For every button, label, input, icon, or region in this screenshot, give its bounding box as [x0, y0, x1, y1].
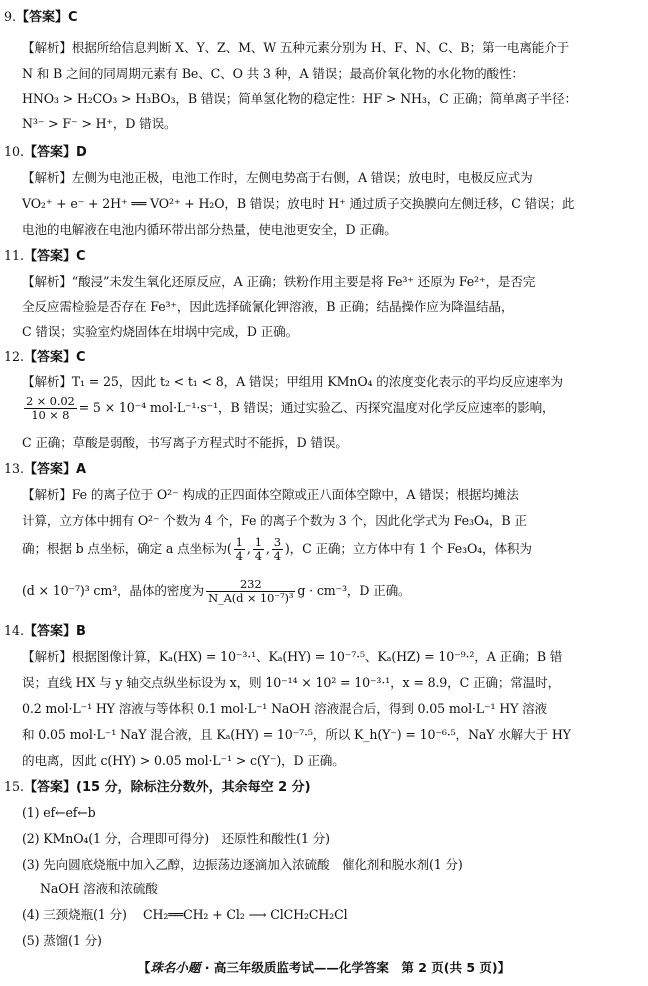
- q10-header: 10.【答案】D: [4, 144, 87, 160]
- brand-logo: 珠名小题: [150, 960, 201, 975]
- q10-line-3: 电池的电解液在电池内循环带出部分热量，使电池更安全，D 正确。: [22, 222, 397, 237]
- q14-line-3: 0.2 mol·L⁻¹ HY 溶液与等体积 0.1 mol·L⁻¹ NaOH 溶液混合后，得到 0.05 mol·L⁻¹ HY 溶液: [22, 701, 548, 716]
- coord-z: $\frac{3}{4}$: [273, 535, 281, 563]
- q13-header: 13.【答案】A: [4, 461, 87, 477]
- coord-x: $\frac{1}{4}$: [235, 535, 243, 563]
- q11-line-3: C 错误；实验室灼烧固体在坩埚中完成，D 正确。: [22, 324, 299, 339]
- q9-line-1: 【解析】根据所给信息判断 X、Y、Z、M、W 五种元素分别为 H、F、N、C、B；第一电离能介于: [22, 40, 570, 55]
- q9-line-2: N 和 B 之间的同周期元素有 Be、C、O 共 3 种，A 错误；最高价氧化物的水化物的酸性：: [22, 66, 524, 81]
- q13-line-3: 确；根据 b 点坐标，确定 a 点坐标为( $\frac{1}{4}$ , $\frac{1}{4}$ , $\frac{3}{4}$ )，C 正确；立方体中有 1 个 Fe₃O₄，体积为: [22, 535, 532, 563]
- q9-header: 9.【答案】C: [4, 9, 78, 25]
- q15-sub-5: (5) 蒸馏(1 分): [22, 933, 102, 948]
- density-fraction: $\frac{232}{\text{N\_A(d × 10⁻⁷)³}}$: [208, 577, 294, 605]
- q12-line-1: 【解析】T₁ = 25，因此 t₂ < t₁ < 8，A 错误；甲组用 KMnO₄ 的浓度变化表示的平均反应速率为: [22, 374, 563, 389]
- q15-sub-2: (2) KMnO₄(1 分，合理即可得分) 还原性和酸性(1 分): [22, 831, 330, 846]
- q15-sub-3b: NaOH 溶液和浓硫酸: [40, 881, 158, 896]
- q10-line-2: VO₂⁺ + e⁻ + 2H⁺ ══ VO²⁺ + H₂O，B 错误；放电时 H⁺ 通过质子交换膜向左侧迁移，C 错误；此: [22, 196, 575, 211]
- q9-line-4: N³⁻ > F⁻ > H⁺，D 错误。: [22, 116, 177, 131]
- q11-line-1: 【解析】“酸浸”未发生氧化还原反应，A 正确；铁粉作用主要是将 Fe³⁺ 还原为 Fe²⁺，是否完: [22, 274, 536, 289]
- q14-line-5: 的电离，因此 c(HY) > 0.05 mol·L⁻¹ > c(Y⁻)，D 正确。: [22, 753, 345, 768]
- rate-fraction: $\frac{2 \times 0.02}{10 \times 8}$: [26, 394, 75, 422]
- q14-line-2: 误；直线 HX 与 y 轴交点纵坐标设为 x，则 10⁻¹⁴ × 10² = 10⁻³·¹，x = 8.9，C 正确；常温时，: [22, 675, 561, 690]
- q15-header: 15.【答案】(15 分，除标注分数外，其余每空 2 分): [4, 779, 311, 795]
- q9-line-3: HNO₃ > H₂CO₃ > H₃BO₃，B 错误；简单氢化物的稳定性：HF > NH₃，C 正确；简单离子半径：: [22, 91, 577, 106]
- q13-line-4: (d × 10⁻⁷)³ cm³，晶体的密度为 $\frac{232}{\text{N\_A(d × 10⁻⁷)³}}$ g · cm⁻³，D 正确。: [22, 577, 411, 605]
- coord-y: $\frac{1}{4}$: [254, 535, 262, 563]
- q15-sub-4: (4) 三颈烧瓶(1 分) CH₂══CH₂ + Cl₂ ⟶ ClCH₂CH₂Cl: [22, 907, 348, 922]
- q11-line-2: 全反应需检验是否存在 Fe³⁺，因此选择硫氰化钾溶液，B 正确；结晶操作应为降温结晶，: [22, 299, 514, 314]
- q13-line-2: 计算，立方体中拥有 O²⁻ 个数为 4 个，Fe 的离子个数为 3 个，因此化学式为 Fe₃O₄，B 正: [22, 513, 527, 528]
- q12-header: 12.【答案】C: [4, 349, 86, 365]
- q10-line-1: 【解析】左侧为电池正极，电池工作时，左侧电势高于右侧，A 错误；放电时，电极反应式为: [22, 170, 533, 185]
- q12-line-2: $\frac{2 \times 0.02}{10 \times 8}$ = 5 × 10⁻⁴ mol·L⁻¹·s⁻¹，B 错误；通过实验乙、丙探究温度对化学反应速率的影响，: [26, 394, 555, 422]
- q15-sub-3: (3) 先向圆底烧瓶中加入乙醇，边振荡边逐滴加入浓硫酸 催化剂和脱水剂(1 分): [22, 857, 463, 872]
- page-footer: 【珠名小题 · 高三年级质监考试——化学答案 第 2 页(共 5 页)】: [137, 960, 511, 975]
- q15-sub-1: (1) ef←ef←b: [22, 805, 96, 820]
- q14-line-1: 【解析】根据图像计算，Kₐ(HX) = 10⁻³·¹、Kₐ(HY) = 10⁻⁷·⁵、Kₐ(HZ) = 10⁻⁹·²，A 正确；B 错: [22, 649, 563, 664]
- q14-line-4: 和 0.05 mol·L⁻¹ NaY 混合液，且 Kₐ(HY) = 10⁻⁷·⁵，所以 K_h(Y⁻) = 10⁻⁶·⁵，NaY 水解大于 HY: [22, 727, 571, 742]
- q12-line-3: C 正确；草酸是弱酸，书写离子方程式时不能拆，D 错误。: [22, 435, 348, 450]
- q14-header: 14.【答案】B: [4, 623, 86, 639]
- q13-line-1: 【解析】Fe 的离子位于 O²⁻ 构成的正四面体空隙或正八面体空隙中，A 错误；根据均摊法: [22, 487, 519, 502]
- q11-header: 11.【答案】C: [4, 248, 86, 264]
